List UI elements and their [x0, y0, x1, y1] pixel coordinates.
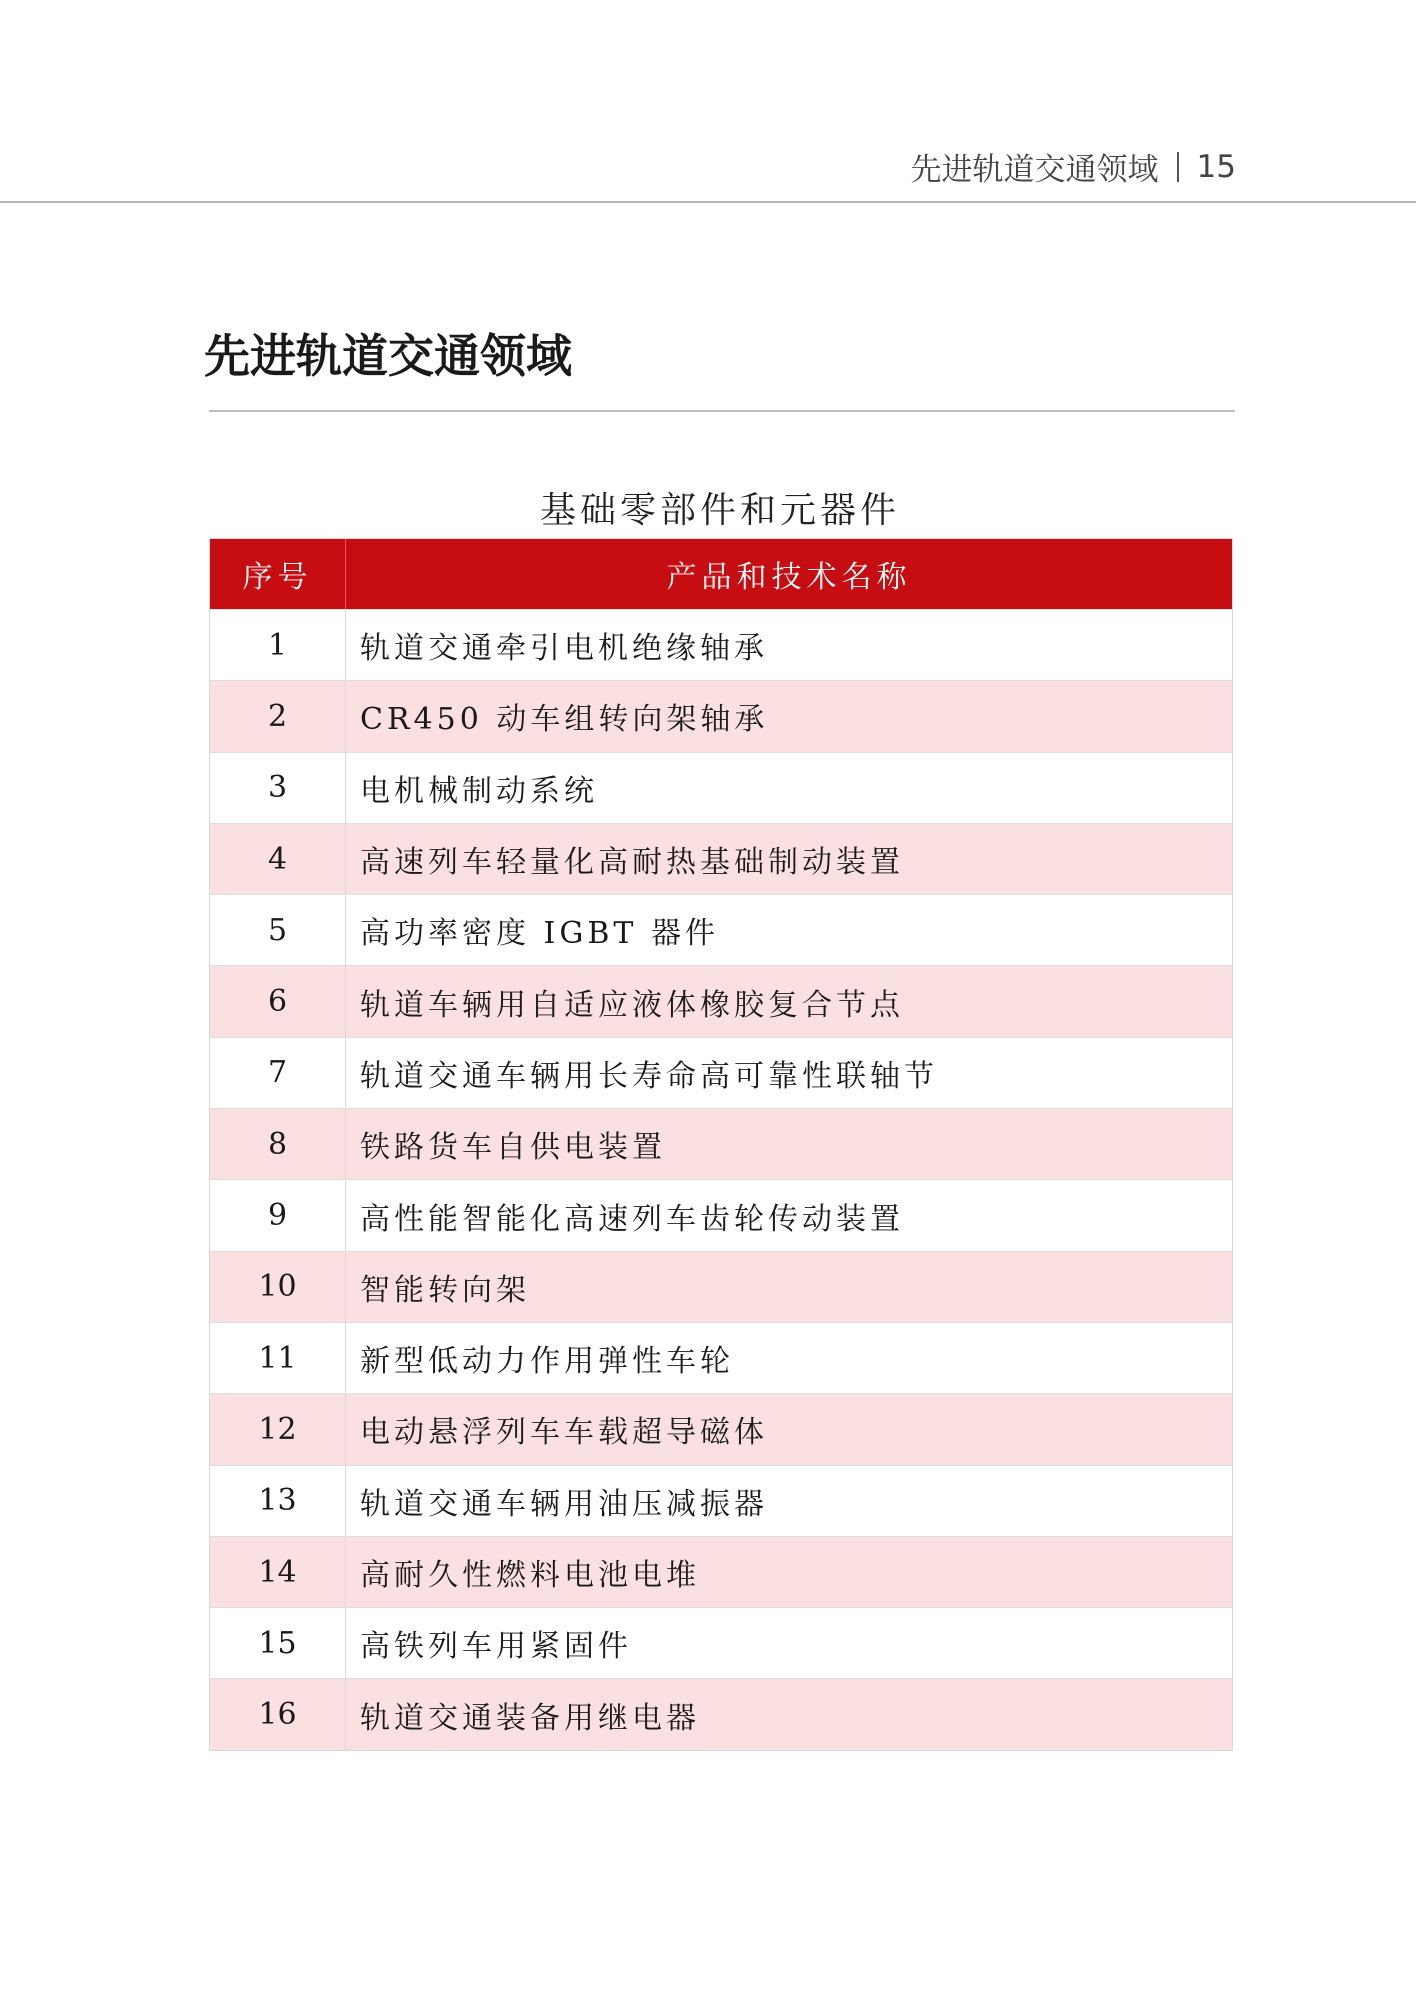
row-name: 新型低动力作用弹性车轮 — [360, 1344, 734, 1380]
row-name: 高耐久性燃料电池电堆 — [360, 1558, 700, 1593]
row-name: 高速列车轻量化高耐热基础制动装置 — [360, 845, 904, 881]
row-number: 5 — [210, 895, 346, 965]
row-name: 高性能智能化高速列车齿轮传动装置 — [360, 1201, 904, 1237]
running-header-section: 先进轨道交通领域 — [910, 152, 1159, 188]
row-name: 电机械制动系统 — [360, 773, 598, 809]
row-name: 轨道交通装备用继电器 — [360, 1700, 700, 1736]
table-caption: 基础零部件和元器件 — [539, 490, 900, 531]
row-number: 6 — [210, 966, 346, 1036]
row-number: 8 — [210, 1109, 346, 1179]
row-number: 13 — [210, 1466, 346, 1536]
row-number: 4 — [210, 824, 346, 894]
product-table — [209, 538, 1233, 1751]
table-row — [210, 894, 1232, 965]
row-name: 高铁列车用紧固件 — [360, 1629, 632, 1665]
row-name: CR450 动车组转向架轴承 — [360, 702, 769, 738]
row-name: 铁路货车自供电装置 — [360, 1130, 666, 1166]
section-title: 先进轨道交通领域 — [204, 329, 572, 383]
page-number: 15 — [1196, 148, 1236, 185]
row-number: 14 — [210, 1537, 346, 1607]
row-number: 15 — [210, 1608, 346, 1678]
row-number: 9 — [210, 1180, 346, 1250]
table-row — [210, 752, 1232, 823]
row-number: 1 — [210, 610, 346, 680]
table-row — [210, 1037, 1232, 1108]
row-number: 11 — [210, 1323, 346, 1393]
row-name: 轨道车辆用自适应液体橡胶复合节点 — [360, 987, 904, 1023]
title-divider — [209, 410, 1235, 412]
row-name: 电动悬浮列车车载超导磁体 — [360, 1415, 768, 1451]
table-row — [210, 1393, 1232, 1464]
row-name: 轨道交通牵引电机绝缘轴承 — [360, 631, 768, 667]
row-number: 12 — [210, 1394, 346, 1464]
table-row — [210, 680, 1232, 751]
header-number: 序号 — [210, 539, 346, 609]
row-number: 7 — [210, 1038, 346, 1108]
table-row — [210, 1678, 1232, 1749]
row-number: 10 — [210, 1252, 346, 1322]
table-row — [210, 1536, 1232, 1607]
row-name: 高功率密度 IGBT 器件 — [360, 916, 719, 952]
header-name: 产品和技术名称 — [666, 560, 912, 595]
header-divider — [0, 201, 1416, 203]
table-row — [210, 823, 1232, 894]
table-row — [210, 1607, 1232, 1678]
table-row — [210, 1108, 1232, 1179]
table-header-row — [210, 539, 1232, 609]
table-row — [210, 1179, 1232, 1250]
row-number: 2 — [210, 681, 346, 751]
row-number: 16 — [210, 1679, 346, 1749]
row-name: 轨道交通车辆用油压减振器 — [360, 1486, 768, 1522]
row-name: 智能转向架 — [360, 1272, 530, 1308]
table-row — [210, 1465, 1232, 1536]
row-name: 轨道交通车辆用长寿命高可靠性联轴节 — [360, 1058, 938, 1094]
row-number: 3 — [210, 753, 346, 823]
running-header-separator — [1177, 152, 1179, 182]
table-row — [210, 1322, 1232, 1393]
running-header — [911, 144, 1236, 189]
table-row — [210, 965, 1232, 1036]
table-row — [210, 1251, 1232, 1322]
table-row — [210, 609, 1232, 680]
